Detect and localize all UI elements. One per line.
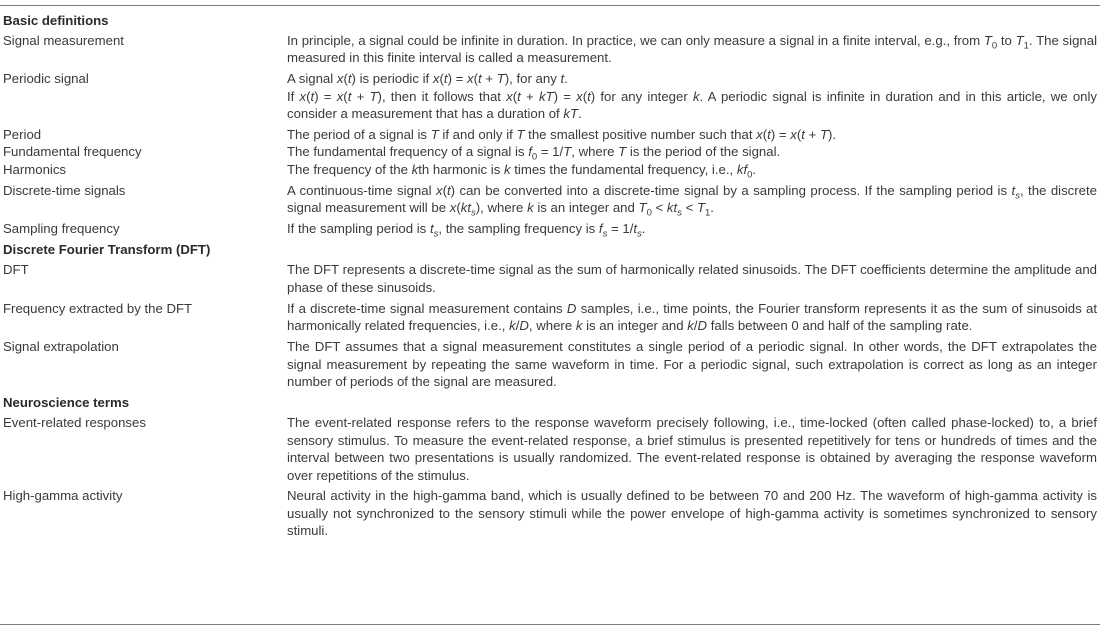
term-label: Harmonics [3,161,67,177]
table-row [0,182,1100,217]
term-definition: A continuous-time signal x(t) can be converted into a discrete-time signal by a sampling process. If the sampling period is $t_s$, the discrete signal measurement will be $x(kt_s)$, where k is an integer and $T_0 < kt_s < T_1$. [287,182,1098,219]
term-label: Signal extrapolation [3,339,119,355]
term-definition: Neural activity in the high-gamma band, which is usually defined to be between 70 and 200 Hz. The waveform of high-gamma activity is usually not synchronized to the sensory stimuli while the power envelope of high-gamma activity is sometimes synchronized to sensory stimuli. [287,488,1097,539]
term-label: Sampling frequency [3,221,120,237]
term-definition: If the sampling period is $t_s$, the sampling frequency is $f_s = 1/t_s$. [287,221,646,240]
table-row [0,70,1100,122]
term-definition: If a discrete-time signal measurement contains D samples, i.e., time points, the Fourier transform represents it as the sum of sinusoids at harmonically related frequencies, i.e., k/D, where k is an integer and k/D falls between 0 and half of the sampling rate. [287,300,1097,334]
table-row [0,161,1100,181]
term-label: Frequency extracted by the DFT [3,300,193,316]
term-definition: The frequency of the kth harmonic is k times the fundamental frequency, i.e., $kf_0$. [287,161,757,181]
term-definition: In principle, a signal could be infinite in duration. In practice, we can only measure a signal in a finite interval, e.g., from $T_0$ to $T_1$. The signal measured in this finite interval is called a measurement. [287,33,1098,66]
term-label: Fundamental frequency [3,144,142,160]
table-row [0,261,1100,296]
table-row [0,338,1100,390]
term-definition: The period of a signal is T if and only if T the smallest positive number such that x(t) = x(t + T). [287,127,837,143]
term-label: DFT [3,262,29,278]
term-label: Period [3,127,42,143]
term-definition: A signal x(t) is periodic if x(t) = x(t + T), for any t. If x(t) = x(t + T), then it follows that x(t + kT) = x(t) for any integer k. A periodic signal is infinite in duration and in this article, we only consider a measurement that has a duration of kT. [287,71,1098,122]
term-label: Event-related responses [3,415,146,431]
term-definition: The fundamental frequency of a signal is $f_0 = 1/T$, where T is the period of the signal. [287,144,781,164]
term-label: Signal measurement [3,33,124,48]
section-heading-basic-definitions: Basic definitions [3,13,109,28]
term-label: Discrete-time signals [3,182,126,198]
definitions-table [0,10,1100,540]
table-row [0,220,1100,240]
table-top-rule [0,5,1100,6]
table-row [0,32,1100,67]
table-row [0,143,1100,164]
table-row [0,126,1100,143]
term-definition: The DFT represents a discrete-time signal as the sum of harmonically related sinusoids. The DFT coefficients determine the amplitude and phase of these sinusoids. [287,262,1097,295]
section-heading-dft: Discrete Fourier Transform (DFT) [3,242,211,258]
table-bottom-rule [0,624,1100,625]
table-row [0,300,1100,335]
term-label: Periodic signal [3,71,89,87]
table-row [0,487,1100,539]
term-definition: The DFT assumes that a signal measurement constitutes a single period of a periodic signal. In other words, the DFT extrapolates the signal measurement by repeating the same waveform in time. For a periodic signal, such extrapolation is correct as long as an integer number of periods of the signal are measured. [287,339,1097,389]
term-label: High-gamma activity [3,488,123,504]
section-heading-neuroscience-terms: Neuroscience terms [3,395,130,411]
term-definition: The event-related response refers to the response waveform precisely following, i.e., time-locked (often called phase-locked) to, a brief sensory stimulus. To measure the event-related response, a brief stimulus is presented repetitively for tens or hundreds of times and the interval between two presentations is usually randomized. The event-related response is obtained by averaging the response waveform over repetitions of the stimulus. [287,415,1097,483]
table-row [0,414,1100,484]
